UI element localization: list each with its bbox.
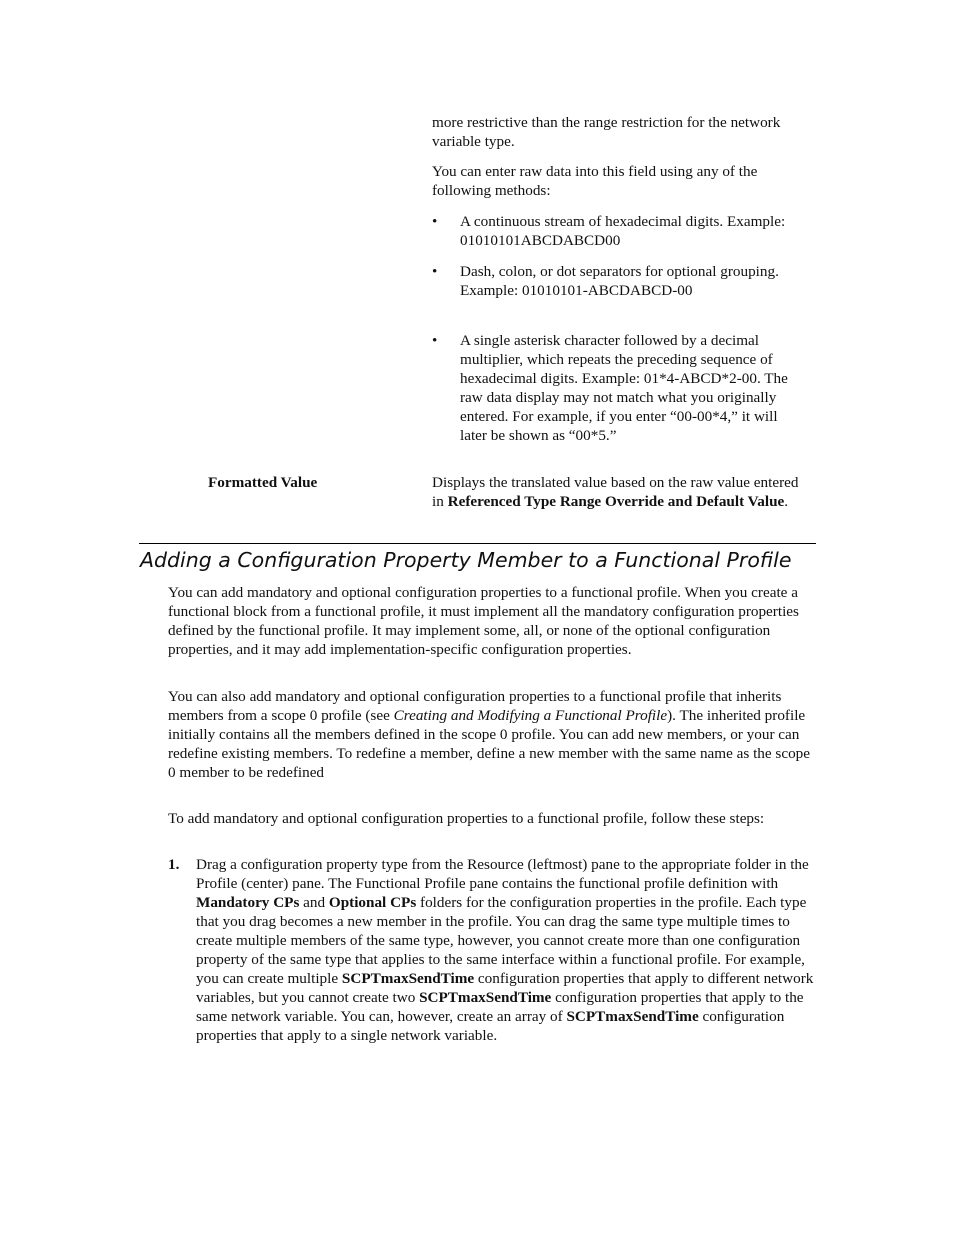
paragraph-intro: You can add mandatory and optional configuration properties to a functional profile. When you create a functional block from a functional profile, it must implement all the mandatory configuration properties defined by the functional profile. It may implement some, all, or none of the optional configuration properties, and it may add implementation-specific configuration properties.	[168, 584, 799, 658]
list-item	[432, 212, 802, 250]
bullet-icon: •	[432, 332, 438, 349]
list-item-text: A single asterisk character followed by a decimal multiplier, which repeats the preceding sequence of hexadecimal digits. Example: 01*4-ABCD*2-00. The raw data display may not match what you originally entered. For example, if you enter “00-00*4,” it will later be shown as “00*5.”	[460, 332, 788, 444]
step-text: Drag a configuration property type from the Resource (leftmost) pane to the appropriate folder in the Profile (center) pane. The Functional Profile pane contains the functional profile definition with Mandatory CPs and Optional CPs folders for the configuration properties in the profile. Each type that you drag becomes a new member in the profile. You can drag the same type multiple times to create multiple members of the same type, however, you cannot create more than one configuration property of the same type that applies to the same interface within a functional profile. For example, you can create multiple SCPTmaxSendTime configuration properties that apply to different network variables, but you cannot create two SCPTmaxSendTime configuration properties that apply to the same network variable. You can, however, create an array of SCPTmaxSendTime configuration properties that apply to a single network variable.	[196, 856, 814, 1044]
raw-data-intro: You can enter raw data into this field using any of the following methods:	[432, 163, 758, 199]
list-item	[432, 262, 802, 319]
bullet-icon: •	[432, 263, 438, 280]
step-item	[168, 855, 816, 1085]
bullet-icon: •	[432, 213, 438, 230]
step-number: 1.	[168, 856, 180, 873]
section-heading: Adding a Configuration Property Member to a Functional Profile	[140, 548, 792, 572]
list-item-text: A continuous stream of hexadecimal digits. Example: 01010101ABCDABCD00	[460, 213, 786, 249]
continued-description: more restrictive than the range restriction for the network variable type.	[432, 114, 781, 150]
formatted-value-label: Formatted Value	[208, 474, 318, 491]
paragraph-inheritance: You can also add mandatory and optional configuration properties to a functional profile that inherits members from a scope 0 profile (see Creating and Modifying a Functional Profile). The inherited profile initially contains all the members defined in the scope 0 profile. You can add new members, or your can redefine existing members. To redefine a member, define a new member with the same name as the scope 0 member to be redefined	[168, 688, 811, 781]
section-divider	[139, 543, 816, 544]
formatted-value-description: Displays the translated value based on the raw value entered in Referenced Type Range Override and Default Value.	[432, 474, 799, 510]
list-item	[432, 331, 802, 464]
paragraph-steps-intro: To add mandatory and optional configuration properties to a functional profile, follow these steps:	[168, 810, 765, 827]
list-item-text: Dash, colon, or dot separators for optional grouping. Example: 01010101-ABCDABCD-00	[460, 263, 779, 299]
